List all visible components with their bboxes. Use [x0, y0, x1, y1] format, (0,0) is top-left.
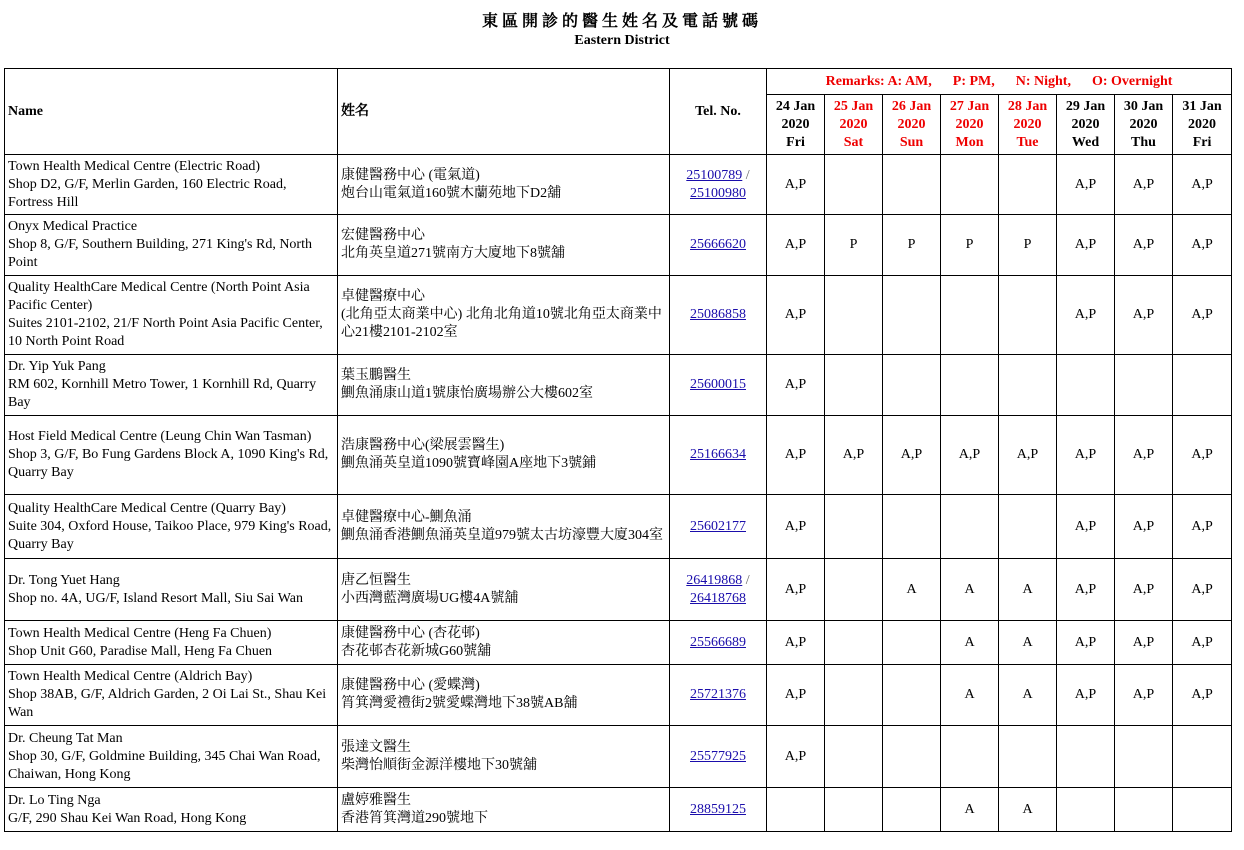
date-day: 27 Jan — [949, 98, 990, 114]
name-en-line: Shop no. 4A, UG/F, Island Resort Mall, Siu Sai Wan — [8, 590, 303, 606]
schedule-cell: A,P — [1057, 276, 1115, 355]
name-en-line: Shop D2, G/F, Merlin Garden, 160 Electric Road, Fortress Hill — [8, 176, 287, 210]
name-zh-line: 筲箕灣愛禮街2號愛蝶灣地下38號AB舖 — [341, 696, 578, 711]
date-weekday: Sun — [899, 134, 924, 150]
clinic-name-en — [5, 495, 338, 559]
name-en-line: Shop 3, G/F, Bo Fung Gardens Block A, 1090 King's Rd, Quarry Bay — [8, 447, 329, 480]
schedule-cell — [941, 726, 999, 788]
phone-link[interactable]: 25566689 — [690, 634, 746, 650]
date-day: 29 Jan — [1065, 98, 1106, 114]
schedule-cell — [767, 788, 825, 832]
table-row — [5, 215, 1232, 276]
date-year: 2020 — [1013, 116, 1042, 132]
schedule-cell: A,P — [1115, 621, 1173, 665]
date-day: 28 Jan — [1007, 98, 1048, 114]
name-en-line: Dr. Cheung Tat Man — [8, 730, 123, 746]
schedule-cell: A,P — [1173, 416, 1232, 495]
clinic-name-zh — [338, 788, 670, 832]
page-header — [0, 0, 1244, 54]
schedule-cell — [883, 788, 941, 832]
clinic-name-en — [5, 665, 338, 726]
date-year: 2020 — [1071, 116, 1100, 132]
clinic-name-en — [5, 726, 338, 788]
phone-link[interactable]: 25100789 — [686, 167, 743, 183]
date-year: 2020 — [1129, 116, 1158, 132]
schedule-cell: A,P — [767, 665, 825, 726]
schedule-cell — [825, 355, 883, 416]
name-en-line: Quality HealthCare Medical Centre (North Point Asia Pacific Center) — [8, 280, 310, 313]
name-zh-line: 張達文醫生 — [341, 739, 411, 755]
date-weekday: Mon — [955, 134, 984, 150]
schedule-cell — [825, 621, 883, 665]
date-header — [1115, 95, 1173, 155]
schedule-cell — [825, 495, 883, 559]
clinic-name-en — [5, 416, 338, 495]
schedule-cell — [999, 495, 1057, 559]
header-tel: Tel. No. — [670, 69, 767, 155]
name-en-line: Shop Unit G60, Paradise Mall, Heng Fa Chuen — [8, 643, 273, 659]
name-en-line: Host Field Medical Centre (Leung Chin Wan Tasman) — [8, 429, 312, 444]
tel-cell — [670, 155, 767, 215]
date-weekday: Wed — [1071, 134, 1100, 150]
name-zh-line: 杏花邨杏花新城G60號舖 — [341, 643, 492, 659]
tel-cell — [670, 559, 767, 621]
schedule-cell: A,P — [1057, 495, 1115, 559]
tel-cell — [670, 788, 767, 832]
name-en-line: Town Health Medical Centre (Heng Fa Chuen) — [8, 625, 272, 641]
phone-link[interactable]: 28859125 — [690, 801, 746, 817]
clinic-name-zh — [338, 416, 670, 495]
name-en-line: G/F, 290 Shau Kei Wan Road, Hong Kong — [8, 810, 247, 826]
schedule-cell: A,P — [1057, 665, 1115, 726]
phone-link[interactable]: 26419868 — [686, 572, 743, 588]
phone-link[interactable]: 25721376 — [690, 687, 746, 702]
name-zh-line: 卓健醫療中心-鰂魚涌 — [341, 509, 472, 525]
phone-link[interactable]: 25602177 — [690, 518, 746, 534]
name-en-line: Shop 38AB, G/F, Aldrich Garden, 2 Oi Lai St., Shau Kei Wan — [8, 687, 327, 720]
name-zh-line: 香港筲箕灣道290號地下 — [341, 810, 488, 826]
schedule-cell: A,P — [1115, 155, 1173, 215]
schedule-cell: P — [883, 215, 941, 276]
table-row — [5, 155, 1232, 215]
schedule-cell: A,P — [767, 215, 825, 276]
schedule-cell: A,P — [825, 416, 883, 495]
phone-link[interactable]: 25577925 — [690, 748, 746, 764]
tel-separator: / — [742, 572, 750, 588]
schedule-cell: A — [999, 559, 1057, 621]
tel-cell — [670, 276, 767, 355]
schedule-cell — [825, 276, 883, 355]
tel-cell — [670, 355, 767, 416]
schedule-cell — [825, 665, 883, 726]
schedule-cell: A,P — [767, 726, 825, 788]
schedule-cell: A,P — [1057, 621, 1115, 665]
schedule-cell: A,P — [1057, 559, 1115, 621]
tel-cell — [670, 621, 767, 665]
schedule-cell: A,P — [1057, 215, 1115, 276]
schedule-cell: A — [941, 788, 999, 832]
schedule-cell: P — [999, 215, 1057, 276]
schedule-cell: P — [941, 215, 999, 276]
schedule-cell: A,P — [767, 276, 825, 355]
tel-cell — [670, 416, 767, 495]
date-year: 2020 — [897, 116, 926, 132]
schedule-cell: A,P — [1173, 215, 1232, 276]
schedule-cell: A — [883, 559, 941, 621]
name-en-line: Suites 2101-2102, 21/F North Point Asia Pacific Center, 10 North Point Road — [8, 316, 323, 349]
schedule-cell: A — [999, 788, 1057, 832]
name-zh-line: 葉玉鵬醫生 — [341, 368, 411, 383]
schedule-cell — [1115, 788, 1173, 832]
name-en-line: Quality HealthCare Medical Centre (Quarry Bay) — [8, 500, 286, 516]
clinic-name-en — [5, 621, 338, 665]
date-day: 25 Jan — [833, 98, 874, 114]
schedule-cell — [825, 788, 883, 832]
name-zh-line: 柴灣怡順街金源洋樓地下30號舖 — [341, 757, 537, 773]
table-row — [5, 416, 1232, 495]
tel-cell — [670, 726, 767, 788]
schedule-cell: A,P — [767, 559, 825, 621]
schedule-cell: A,P — [1173, 621, 1232, 665]
schedule-cell — [999, 155, 1057, 215]
schedule-cell — [883, 665, 941, 726]
date-weekday: Fri — [1192, 134, 1212, 150]
table-row — [5, 276, 1232, 355]
table-row — [5, 621, 1232, 665]
schedule-cell: A,P — [767, 621, 825, 665]
schedule-cell — [825, 559, 883, 621]
schedule-cell: A,P — [767, 495, 825, 559]
phone-link[interactable]: 25166634 — [690, 447, 746, 462]
date-day: 31 Jan — [1182, 98, 1222, 114]
schedule-cell: A,P — [1115, 215, 1173, 276]
clinic-name-zh — [338, 276, 670, 355]
clinic-name-zh — [338, 155, 670, 215]
name-zh-line: 康健醫務中心 (愛蝶灣) — [341, 678, 480, 693]
date-header — [999, 95, 1057, 155]
schedule-cell — [941, 276, 999, 355]
date-day: 26 Jan — [891, 98, 932, 114]
schedule-cell — [1057, 788, 1115, 832]
schedule-cell — [883, 276, 941, 355]
schedule-cell: A,P — [1115, 665, 1173, 726]
schedule-cell — [1115, 355, 1173, 416]
date-year: 2020 — [955, 116, 984, 132]
schedule-cell — [883, 155, 941, 215]
name-zh-line: 康健醫務中心 (杏花邨) — [341, 625, 480, 641]
table-row — [5, 788, 1232, 832]
schedule-cell: A — [941, 559, 999, 621]
clinic-name-zh — [338, 355, 670, 416]
schedule-cell — [941, 355, 999, 416]
schedule-cell: A,P — [1173, 495, 1232, 559]
date-year: 2020 — [839, 116, 868, 132]
name-en-line: Town Health Medical Centre (Electric Road) — [8, 158, 261, 174]
schedule-cell — [941, 495, 999, 559]
name-zh-line: 北角英皇道271號南方大廈地下8號舖 — [341, 246, 565, 261]
clinic-name-en — [5, 788, 338, 832]
header-name: Name — [5, 69, 338, 155]
clinic-name-en — [5, 155, 338, 215]
schedule-cell: P — [825, 215, 883, 276]
schedule-cell: A,P — [767, 416, 825, 495]
page-title-zh: 東區開診的醫生姓名及電話號碼 — [481, 13, 762, 30]
clinic-name-en — [5, 215, 338, 276]
schedule-cell: A,P — [1115, 276, 1173, 355]
date-day: 30 Jan — [1123, 98, 1164, 114]
name-en-line: Dr. Tong Yuet Hang — [8, 572, 120, 588]
phone-link[interactable]: 25600015 — [690, 377, 746, 392]
schedule-cell — [825, 155, 883, 215]
schedule-cell — [1173, 788, 1232, 832]
name-zh-line: 唐乙恒醫生 — [341, 572, 411, 588]
tel-cell — [670, 495, 767, 559]
schedule-cell: A — [999, 621, 1057, 665]
clinic-table — [4, 68, 1232, 832]
schedule-cell — [825, 726, 883, 788]
schedule-cell: A,P — [1057, 416, 1115, 495]
name-en-line: Dr. Yip Yuk Pang — [8, 359, 106, 374]
clinic-name-zh — [338, 621, 670, 665]
schedule-cell: A,P — [1115, 559, 1173, 621]
schedule-cell: A,P — [999, 416, 1057, 495]
table-row — [5, 495, 1232, 559]
name-en-line: Shop 8, G/F, Southern Building, 271 King's Rd, North Point — [8, 237, 312, 270]
schedule-cell: A,P — [1173, 155, 1232, 215]
date-year: 2020 — [781, 116, 810, 132]
date-year: 2020 — [1188, 116, 1217, 132]
schedule-cell: A,P — [883, 416, 941, 495]
table-row — [5, 665, 1232, 726]
name-en-line: Town Health Medical Centre (Aldrich Bay) — [8, 669, 253, 684]
name-zh-line: 康健醫務中心 (電氣道) — [341, 167, 480, 183]
schedule-cell: A — [941, 665, 999, 726]
date-header — [883, 95, 941, 155]
schedule-cell: A,P — [1173, 665, 1232, 726]
page-title-en: Eastern District — [574, 33, 670, 48]
schedule-cell: A,P — [1173, 276, 1232, 355]
schedule-cell — [1173, 355, 1232, 416]
table-row — [5, 559, 1232, 621]
schedule-cell: A,P — [767, 355, 825, 416]
name-zh-line: 炮台山電氣道160號木蘭苑地下D2舖 — [341, 185, 562, 201]
date-day: 24 Jan — [775, 98, 816, 114]
name-en-line: RM 602, Kornhill Metro Tower, 1 Kornhill Rd, Quarry Bay — [8, 377, 317, 410]
phone-link[interactable]: 26418768 — [690, 590, 746, 606]
header-name-zh: 姓名 — [338, 69, 670, 155]
table-row — [5, 726, 1232, 788]
date-header — [1173, 95, 1232, 155]
schedule-cell: A,P — [767, 155, 825, 215]
phone-link[interactable]: 25086858 — [690, 307, 746, 322]
schedule-cell — [1115, 726, 1173, 788]
name-zh-line: 鰂魚涌康山道1號康怡廣場辦公大樓602室 — [341, 386, 593, 401]
clinic-name-zh — [338, 559, 670, 621]
clinic-name-en — [5, 559, 338, 621]
schedule-cell — [883, 726, 941, 788]
date-weekday: Tue — [1016, 134, 1039, 150]
schedule-cell — [883, 495, 941, 559]
phone-link[interactable]: 25100980 — [690, 185, 746, 201]
date-weekday: Fri — [786, 134, 805, 150]
name-en-line: Shop 30, G/F, Goldmine Building, 345 Chai Wan Road, Chaiwan, Hong Kong — [8, 748, 321, 782]
table-row — [5, 355, 1232, 416]
name-en-line: Dr. Lo Ting Nga — [8, 792, 101, 808]
remarks-legend: Remarks: A: AM, P: PM, N: Night, O: Overnight — [767, 69, 1232, 95]
schedule-cell — [999, 726, 1057, 788]
name-en-line: Suite 304, Oxford House, Taikoo Place, 979 King's Road, Quarry Bay — [8, 518, 332, 552]
clinic-name-en — [5, 355, 338, 416]
schedule-cell — [999, 355, 1057, 416]
clinic-name-en — [5, 276, 338, 355]
date-header — [825, 95, 883, 155]
name-zh-line: (北角亞太商業中心) 北角北角道10號北角亞太商業中心21樓2101-2102室 — [341, 307, 662, 340]
schedule-cell: A — [941, 621, 999, 665]
name-zh-line: 卓健醫療中心 — [341, 289, 425, 304]
schedule-cell: A — [999, 665, 1057, 726]
schedule-cell — [1173, 726, 1232, 788]
date-weekday: Thu — [1131, 134, 1156, 150]
clinic-name-zh — [338, 495, 670, 559]
name-zh-line: 浩康醫務中心(梁展雲醫生) — [341, 438, 505, 453]
date-header — [941, 95, 999, 155]
date-weekday: Sat — [843, 134, 864, 150]
schedule-cell: A,P — [1115, 416, 1173, 495]
name-zh-line: 宏健醫務中心 — [341, 228, 425, 243]
name-zh-line: 鰂魚涌英皇道1090號寶峰園A座地下3號鋪 — [341, 456, 597, 471]
clinic-name-zh — [338, 215, 670, 276]
schedule-cell — [1057, 355, 1115, 416]
schedule-cell — [883, 621, 941, 665]
schedule-cell: A,P — [1173, 559, 1232, 621]
name-zh-line: 小西灣藍灣廣場UG樓4A號舖 — [341, 590, 519, 606]
schedule-cell: A,P — [941, 416, 999, 495]
date-header — [1057, 95, 1115, 155]
schedule-cell: A,P — [1057, 155, 1115, 215]
clinic-name-zh — [338, 726, 670, 788]
date-header — [767, 95, 825, 155]
schedule-cell — [1057, 726, 1115, 788]
name-zh-line: 鰂魚涌香港鰂魚涌英皇道979號太古坊濠豐大廈304室 — [341, 527, 663, 543]
clinic-name-zh — [338, 665, 670, 726]
tel-cell — [670, 215, 767, 276]
tel-cell — [670, 665, 767, 726]
phone-link[interactable]: 25666620 — [690, 237, 746, 252]
schedule-cell — [999, 276, 1057, 355]
tel-separator: / — [742, 167, 750, 183]
name-zh-line: 盧婷雅醫生 — [341, 792, 411, 808]
schedule-cell — [941, 155, 999, 215]
schedule-cell — [883, 355, 941, 416]
name-en-line: Onyx Medical Practice — [8, 219, 138, 234]
schedule-cell: A,P — [1115, 495, 1173, 559]
